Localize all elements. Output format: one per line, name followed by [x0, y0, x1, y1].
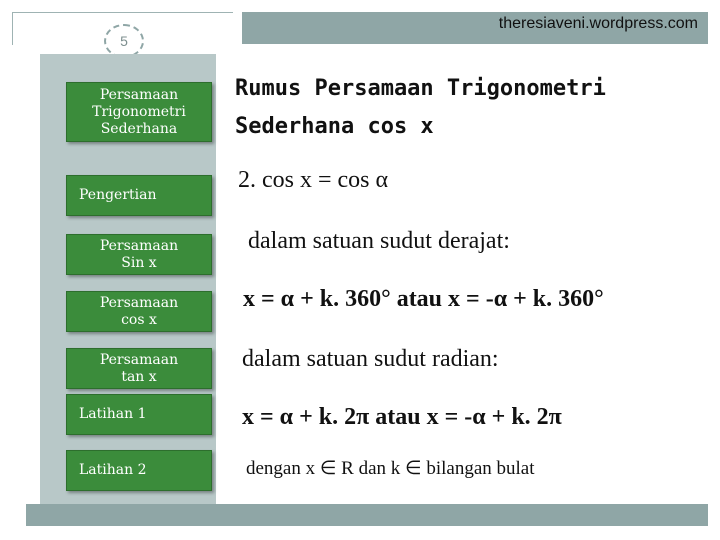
footer-bar	[12, 504, 708, 526]
nav-button-label: Latihan 2	[79, 462, 147, 478]
degree-solution: x = α + k. 360° atau x = -α + k. 360°	[243, 286, 604, 312]
nav-button-label: Persamaan tan x	[99, 351, 179, 385]
nav-button-label: Persamaan Sin x	[99, 237, 179, 271]
site-url: theresiaveni.wordpress.com	[498, 15, 698, 32]
nav-button-label: Latihan 1	[79, 406, 147, 422]
nav-button-persamaan-cos-x[interactable]	[66, 291, 212, 332]
radian-solution: x = α + k. 2π atau x = -α + k. 2π	[242, 404, 562, 430]
nav-button-label: Persamaan cos x	[99, 294, 179, 328]
divider	[228, 54, 230, 504]
nav-button-persamaan-trigonometri-sederhana[interactable]	[66, 82, 212, 142]
nav-button-latihan-2[interactable]	[66, 450, 212, 491]
nav-button-persamaan-tan-x[interactable]	[66, 348, 212, 389]
nav-button-label: Pengertian	[79, 187, 157, 203]
nav-button-pengertian[interactable]	[66, 175, 212, 216]
domain-note: dengan x ∈ R dan k ∈ bilangan bulat	[246, 458, 535, 479]
nav-button-persamaan-sin-x[interactable]	[66, 234, 212, 275]
slide-title-line2: Sederhana cos x	[235, 114, 434, 139]
nav-button-latihan-1[interactable]	[66, 394, 212, 435]
footer-bar-gap	[12, 504, 26, 526]
slide-title-line1: Rumus Persamaan Trigonometri	[235, 76, 606, 101]
slide-title	[235, 70, 705, 146]
slide-number: 5	[104, 24, 144, 58]
nav-button-label: Persamaan Trigonometri Sederhana	[92, 86, 186, 137]
degree-caption: dalam satuan sudut derajat:	[248, 228, 510, 254]
equation-statement: 2. cos x = cos α	[238, 167, 389, 193]
radian-caption: dalam satuan sudut radian:	[242, 346, 499, 372]
